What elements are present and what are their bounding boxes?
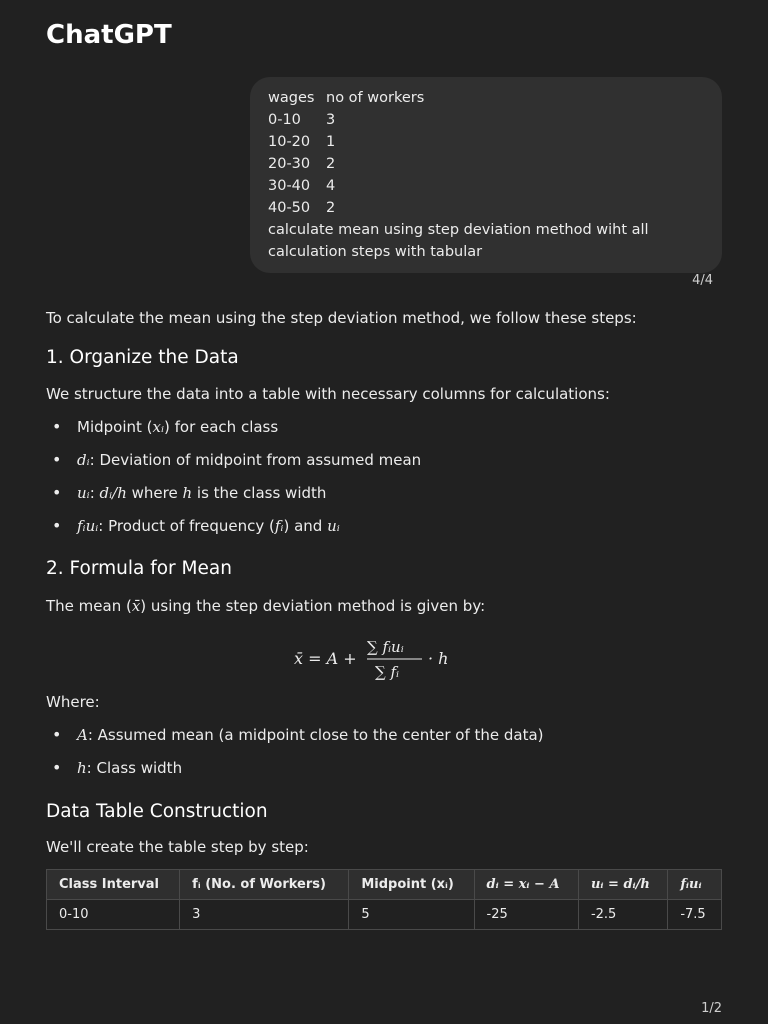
wage-row	[268, 153, 704, 175]
table-cell: 0-10	[47, 900, 180, 930]
wage-count: 3	[326, 112, 336, 128]
wage-interval: 10-20	[268, 134, 311, 150]
user-message-bubble	[250, 77, 722, 273]
wage-count: 4	[326, 178, 336, 194]
math-expr: dᵢ/h	[99, 484, 127, 502]
math-var: x̄	[131, 597, 141, 615]
math-var: fᵢ	[274, 517, 284, 535]
math-var: fᵢuᵢ	[77, 517, 99, 535]
app-title: ChatGPT	[46, 20, 172, 50]
definition-text: : Assumed mean (a midpoint close to the center of the data)	[87, 726, 544, 744]
bullet-text: ) and	[283, 517, 328, 535]
user-prompt-text: calculate mean using step deviation method wiht all calculation steps with tabular	[268, 222, 649, 260]
column-header: fᵢuᵢ	[668, 870, 722, 900]
bullet-text: Midpoint (	[77, 418, 153, 436]
math-var: h	[182, 484, 193, 502]
table-cell: -7.5	[668, 900, 722, 930]
column-header: uᵢ = dᵢ/h	[578, 870, 667, 900]
data-table	[46, 869, 722, 930]
list-item	[46, 757, 544, 790]
bullet-text: where	[126, 484, 183, 502]
section-text-organize: We structure the data into a table with necessary columns for calculations:	[46, 385, 610, 403]
wage-table-header	[268, 87, 704, 109]
math-var: h	[77, 759, 87, 777]
wage-interval: 30-40	[268, 178, 311, 194]
column-header: dᵢ = xᵢ − A	[474, 870, 578, 900]
table-cell: 3	[180, 900, 349, 930]
formula-denominator: ∑ fᵢ	[375, 663, 400, 681]
wage-interval: 0-10	[268, 112, 301, 128]
table-cell: -2.5	[578, 900, 667, 930]
math-var: xᵢ	[152, 418, 164, 436]
mean-formula	[46, 635, 722, 681]
formula-tail: · h	[428, 649, 449, 668]
response-version-pager[interactable]: 1/2	[701, 1001, 722, 1016]
wage-count: 2	[326, 200, 336, 216]
list-item	[46, 449, 421, 482]
column-header: Midpoint (xᵢ)	[349, 870, 474, 900]
math-var: dᵢ	[77, 451, 90, 469]
definition-text: : Class width	[86, 759, 183, 777]
math-var: uᵢ	[327, 517, 340, 535]
formula-text: ) using the step deviation method is given by:	[140, 597, 486, 615]
bullet-text: is the class width	[192, 484, 327, 502]
section-heading-formula: 2. Formula for Mean	[46, 558, 232, 579]
wages-header: wages	[268, 90, 315, 106]
bullet-text: : Product of frequency (	[98, 517, 275, 535]
formula-lhs: x̄ = A +	[294, 649, 357, 668]
bullet-text: ) for each class	[164, 418, 279, 436]
section-text-formula	[46, 595, 485, 617]
wage-interval: 20-30	[268, 156, 311, 172]
message-version-pager[interactable]: 4/4	[692, 273, 713, 288]
definition-list	[46, 724, 544, 790]
wage-row	[268, 109, 704, 131]
where-label: Where:	[46, 693, 100, 711]
list-item	[46, 515, 421, 548]
mean-formula-svg	[294, 635, 474, 681]
section-heading-table: Data Table Construction	[46, 801, 268, 822]
bullet-text: : Deviation of midpoint from assumed mean	[89, 451, 422, 469]
section-text-table: We'll create the table step by step:	[46, 838, 309, 856]
assistant-response	[46, 307, 722, 922]
response-intro: To calculate the mean using the step deviation method, we follow these steps:	[46, 309, 637, 327]
wage-row	[268, 131, 704, 153]
wage-count: 2	[326, 156, 336, 172]
table-header-row	[47, 870, 722, 900]
wage-row	[268, 175, 704, 197]
bullet-text: :	[89, 484, 100, 502]
wage-interval: 40-50	[268, 200, 311, 216]
list-item	[46, 482, 421, 515]
list-item	[46, 416, 421, 449]
section-heading-organize: 1. Organize the Data	[46, 347, 239, 368]
column-header: Class Interval	[47, 870, 180, 900]
column-list	[46, 416, 421, 548]
formula-text: The mean (	[46, 597, 132, 615]
math-var: uᵢ	[77, 484, 90, 502]
column-header: fᵢ (No. of Workers)	[180, 870, 349, 900]
formula-numerator: ∑ fᵢuᵢ	[367, 638, 404, 656]
list-item	[46, 724, 544, 757]
table-cell: -25	[474, 900, 578, 930]
table-row	[47, 900, 722, 930]
wage-count: 1	[326, 134, 336, 150]
workers-header: no of workers	[326, 90, 425, 106]
wage-row	[268, 197, 704, 219]
math-var: A	[77, 726, 88, 744]
table-cell: 5	[349, 900, 474, 930]
